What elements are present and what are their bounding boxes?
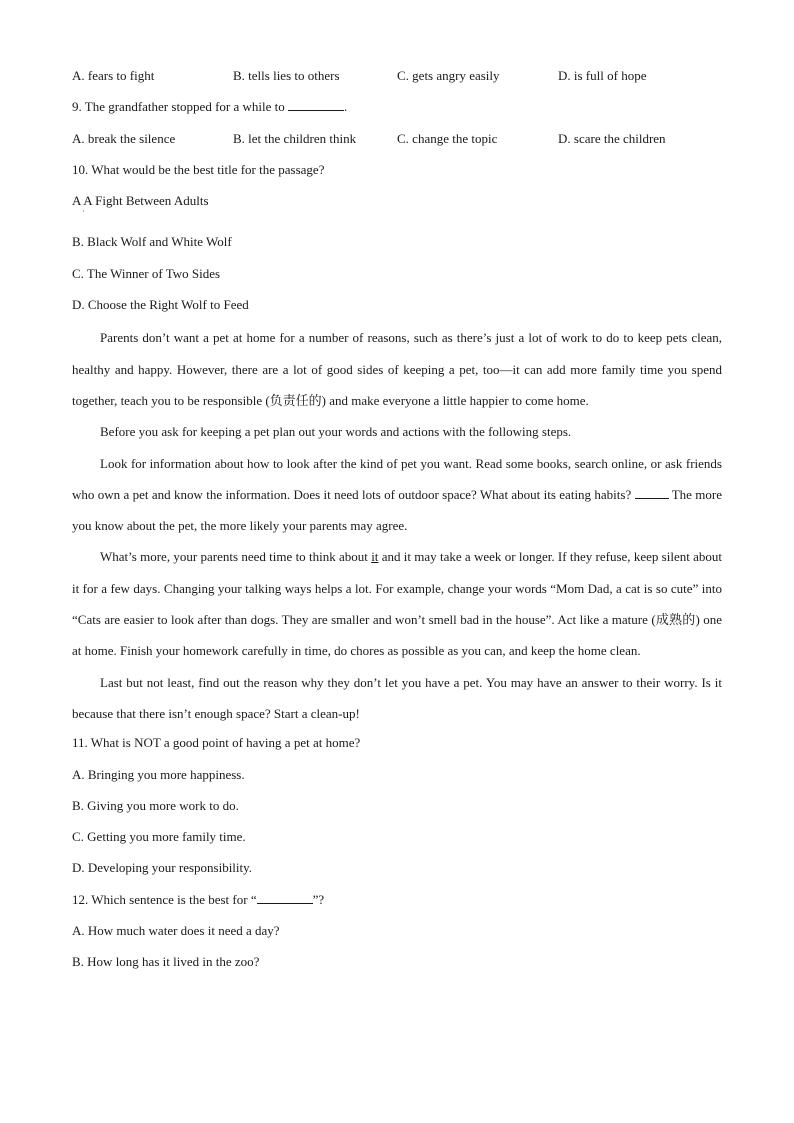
- q8-option-b[interactable]: B. tells lies to others: [233, 68, 340, 83]
- passage-p3-text-b: The more you know about the pet, the more likely your parents may agree.: [72, 486, 722, 534]
- q9-option-d[interactable]: D. scare the children: [558, 130, 666, 146]
- passage-answer-blank: [635, 484, 669, 499]
- q8-option-a[interactable]: A. fears to fight: [72, 68, 155, 83]
- q11-stem: 11. What is NOT a good point of having a pet at home?: [72, 735, 361, 751]
- q10-option-c[interactable]: C. The Winner of Two Sides: [72, 265, 221, 281]
- q9-answer-blank: [288, 96, 344, 111]
- q12-option-a[interactable]: A. How much water does it need a day?: [72, 923, 280, 939]
- exam-page: [72, 62, 722, 980]
- q9-option-a[interactable]: A. break the silence: [72, 130, 176, 146]
- passage-p3-text-a: Look for information about how to look after the kind of pet you want. Read some books, search online, or ask friends who own a pet and know the information. Does it need lots of outdoor space? What about its eating habits?: [72, 455, 722, 502]
- q9-option-b[interactable]: B. let the children think: [233, 130, 357, 146]
- passage-paragraph-5: Last but not least, find out the reason why they don’t let you have a pet. You may have an answer to their worry. Is it because that there isn’t enough space? Start a clean-up!: [72, 674, 722, 721]
- passage-paragraph-3: [72, 448, 722, 542]
- passage-p4-underlined-it: it: [371, 549, 379, 565]
- q10-option-a[interactable]: A A Fight Between Adults: [72, 193, 209, 209]
- q10-stem: 10. What would be the best title for the passage?: [72, 161, 325, 177]
- q9-stem-end: .: [344, 99, 348, 115]
- passage-paragraph-4: [72, 541, 722, 666]
- q8-option-c[interactable]: C. gets angry easily: [397, 68, 500, 83]
- q12-stem-text-a: 12. Which sentence is the best for “: [72, 891, 257, 907]
- passage-paragraph-1: Parents don’t want a pet at home for a number of reasons, such as there’s just a lot of work to do to keep pets clean, healthy and happy. However, there are a lot of good sides of keeping a pet, too—it can add more family time you spend together, teach you to be responsible (负责任的) and make everyone a little happier to come home.: [72, 330, 722, 408]
- q9-stem-text: 9. The grandfather stopped for a while to: [72, 99, 288, 115]
- q10-option-a-row: [72, 187, 722, 218]
- passage-p4-text-a: What’s more, your parents need time to think about: [100, 549, 372, 565]
- q11-option-c[interactable]: C. Getting you more family time.: [72, 829, 246, 845]
- q11-option-b[interactable]: B. Giving you more work to do.: [72, 797, 239, 813]
- passage-paragraph-2: Before you ask for keeping a pet plan out your words and actions with the following steps.: [100, 424, 572, 440]
- q12-option-b[interactable]: B. How long has it lived in the zoo?: [72, 954, 260, 970]
- q11-option-a[interactable]: A. Bringing you more happiness.: [72, 766, 245, 782]
- q9-stem: [72, 93, 722, 124]
- q9-options: [72, 125, 722, 156]
- passage-p4-text-b: and it may take a week or longer. If they refuse, keep silent about it for a few days. Changing your talking ways helps a lot. For example, change your words “Mom Dad, a cat is so cute” into “Cats are easier to look after than dogs. They are smaller and won’t smell bad in the house”. Act like a mature (成熟的) one at home. Finish your homework carefully in time, do chores as possible as you can, and keep the home clean.: [72, 549, 723, 659]
- q9-option-c[interactable]: C. change the topic: [397, 130, 498, 146]
- q10-option-a-dot: ·: [82, 207, 85, 217]
- q8-options: [72, 62, 722, 93]
- q10-option-b[interactable]: B. Black Wolf and White Wolf: [72, 234, 232, 250]
- q8-option-d[interactable]: D. is full of hope: [558, 68, 647, 83]
- q12-stem: [72, 886, 722, 917]
- q11-option-d[interactable]: D. Developing your responsibility.: [72, 860, 253, 876]
- q10-option-d[interactable]: D. Choose the Right Wolf to Feed: [72, 297, 249, 313]
- q12-stem-text-b: ”?: [312, 891, 325, 907]
- q12-answer-blank: [257, 889, 313, 904]
